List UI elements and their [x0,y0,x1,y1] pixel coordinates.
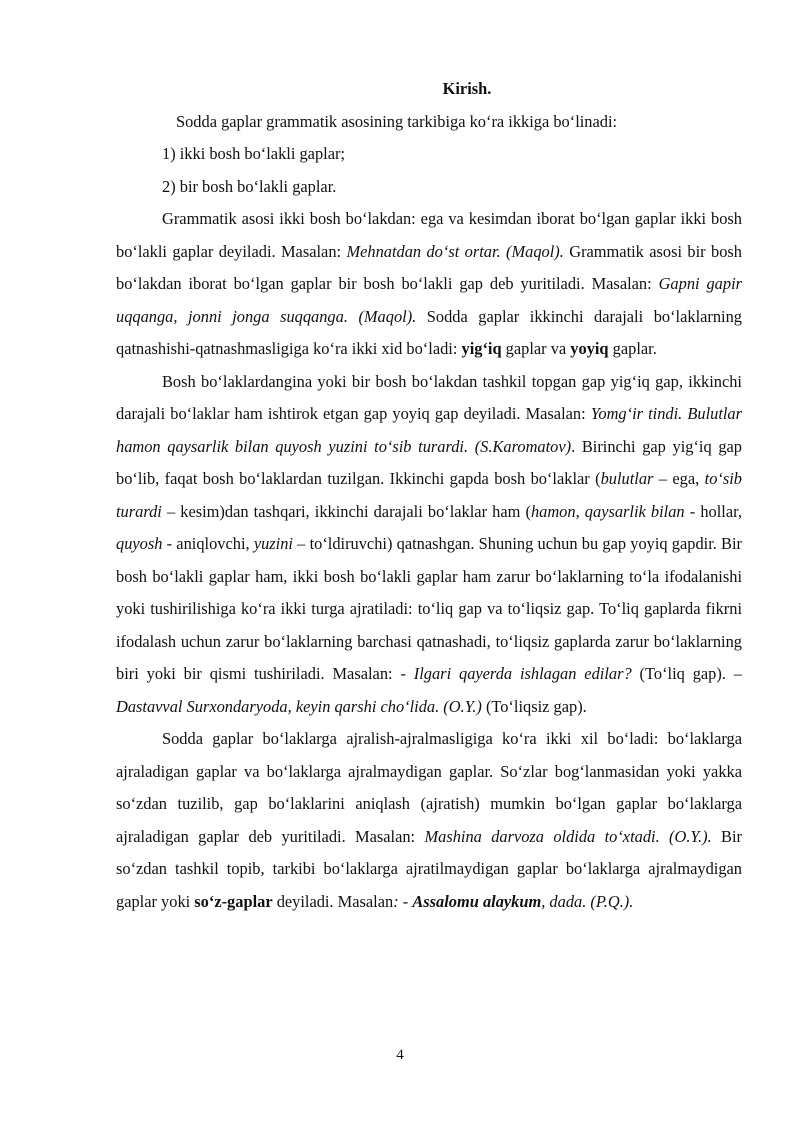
text-run: - aniqlovchi, [162,534,254,553]
page-number: 4 [396,1047,404,1063]
example-bold-italic: Assalomu alaykum [412,891,542,911]
term-bold: so‘z-gaplar [194,891,273,911]
text-run: – ega, [653,469,705,488]
term-italic: quyosh [116,534,163,553]
term-italic: yuzini [253,534,293,553]
term-bold: yig‘iq [461,339,502,358]
text-run: gaplar. [608,339,657,358]
term-italic: qaysarlik bilan [584,501,685,521]
text-run: Grammatik asosi ikki bosh bo‘lakdan: ega va kesimdan iborat bo‘lgan gaplar ikki bosh bo‘lakli gaplar deyiladi. Masalan: [116,209,742,261]
text-run: gaplar va [501,339,571,358]
example-italic: , dada. (P.Q.). [541,891,634,911]
paragraph-3 [116,723,742,918]
term-italic: bulutlar [600,469,654,488]
text-run: Grammatik asosi bir bosh bo‘lakdan iborat bo‘lgan gaplar bir bosh bo‘lakli gap deb yuritiladi. Masalan: [116,241,742,293]
example-italic: Yomg‘ir tindi. Bulutlar hamon qaysarlik bilan quyosh yuzini to‘sib turardi. (S.Karomatov) [116,404,743,456]
text-run: , [575,501,585,521]
term-bold: yoyiq [570,339,609,358]
list-item: 1) ikki bosh bo‘lakli gaplar; [162,144,345,163]
paragraph-2 [116,366,742,724]
example-italic: Mehnatdan do‘st ortar. (Maqol). [346,241,564,261]
text-run: (To‘liqsiz gap). [481,696,587,716]
paragraph-1 [116,203,742,366]
text-run: Bosh bo‘laklardangina yoki bir bosh bo‘lakdan tashkil topgan gap yig‘iq gap, ikkinchi darajali bo‘laklar ham ishtirok etgan gap yoyiq gap deyiladi. Masalan: [116,371,742,423]
text-run: - hollar, [684,501,742,521]
example-italic: Ilgari qayerda ishlagan edilar? [413,664,632,683]
text-run: Sodda gaplar bo‘laklarga ajralish-ajralmasligiga ko‘ra ikki xil bo‘ladi: bo‘laklarga ajraladigan gaplar va bo‘laklarga ajralmaydigan gaplar. So‘zlar bog‘lanmasidan yoki yakka so‘zdan tuzilib, gap bo‘laklarini aniqlash (ajratish) mumkin bo‘lgan gaplar bo‘laklarga ajraladigan gaplar deb yuritiladi. Masalan: [116,729,742,846]
text-run: (To‘liq gap). – [631,664,742,683]
text-run: . Birinchi gap yig‘iq gap bo‘lib, faqat bosh bo‘laklardan tuzilgan. Ikkinchi gapda bosh bo‘laklar ( [116,436,742,488]
text-run-italic: : - [393,891,413,911]
text-run: Sodda gaplar ikkinchi darajali bo‘laklarning qatnashishi-qatnashmasligiga ko‘ra ikki xid bo‘ladi: [116,306,742,358]
list-item: 2) bir bosh bo‘lakli gaplar. [162,176,337,196]
term-italic: to‘sib turardi [116,469,742,521]
intro-paragraph: Sodda gaplar grammatik asosining tarkibiga ko‘ra ikkiga bo‘linadi: [176,111,618,131]
text-run: – kesim)dan tashqari, ikkinchi darajali bo‘laklar ham ( [161,501,531,521]
example-italic: Mashina darvoza oldida to‘xtadi. (O.Y.). [424,826,712,846]
text-run: Bir so‘zdan tashkil topib, tarkibi bo‘laklarga ajratilmaydigan gaplar bo‘laklarga ajralmaydigan gaplar yoki [116,826,743,911]
document-body [116,73,742,918]
section-title: Kirish. [442,79,492,98]
term-italic: hamon [530,501,576,521]
example-italic: Dastavval Surxondaryoda, keyin qarshi cho‘lida. (O.Y.) [116,696,482,716]
example-italic: Gapni gapir uqqanga, jonni jonga suqqanga. (Maqol). [116,274,743,326]
text-run: – to‘ldiruvchi) qatnashgan. Shuning uchun bu gap yoyiq gapdir. Bir bosh bo‘lakli gaplar ham, ikki bosh bo‘lakli gaplar ham zarur bo‘laklarning to‘la ifodalanishi yoki tushirilishiga ko‘ra ikki turga ajratiladi: to‘liq gap va to‘liqsiz gap. To‘liq gaplarda fikrni ifodalash uchun zarur bo‘laklarning barchasi qatnashadi, to‘liqsiz gaplarda zarur bo‘laklarning biri yoki bir qismi tushiriladi. Masalan: - [116,534,742,683]
text-run: deyiladi. Masalan [272,891,394,911]
